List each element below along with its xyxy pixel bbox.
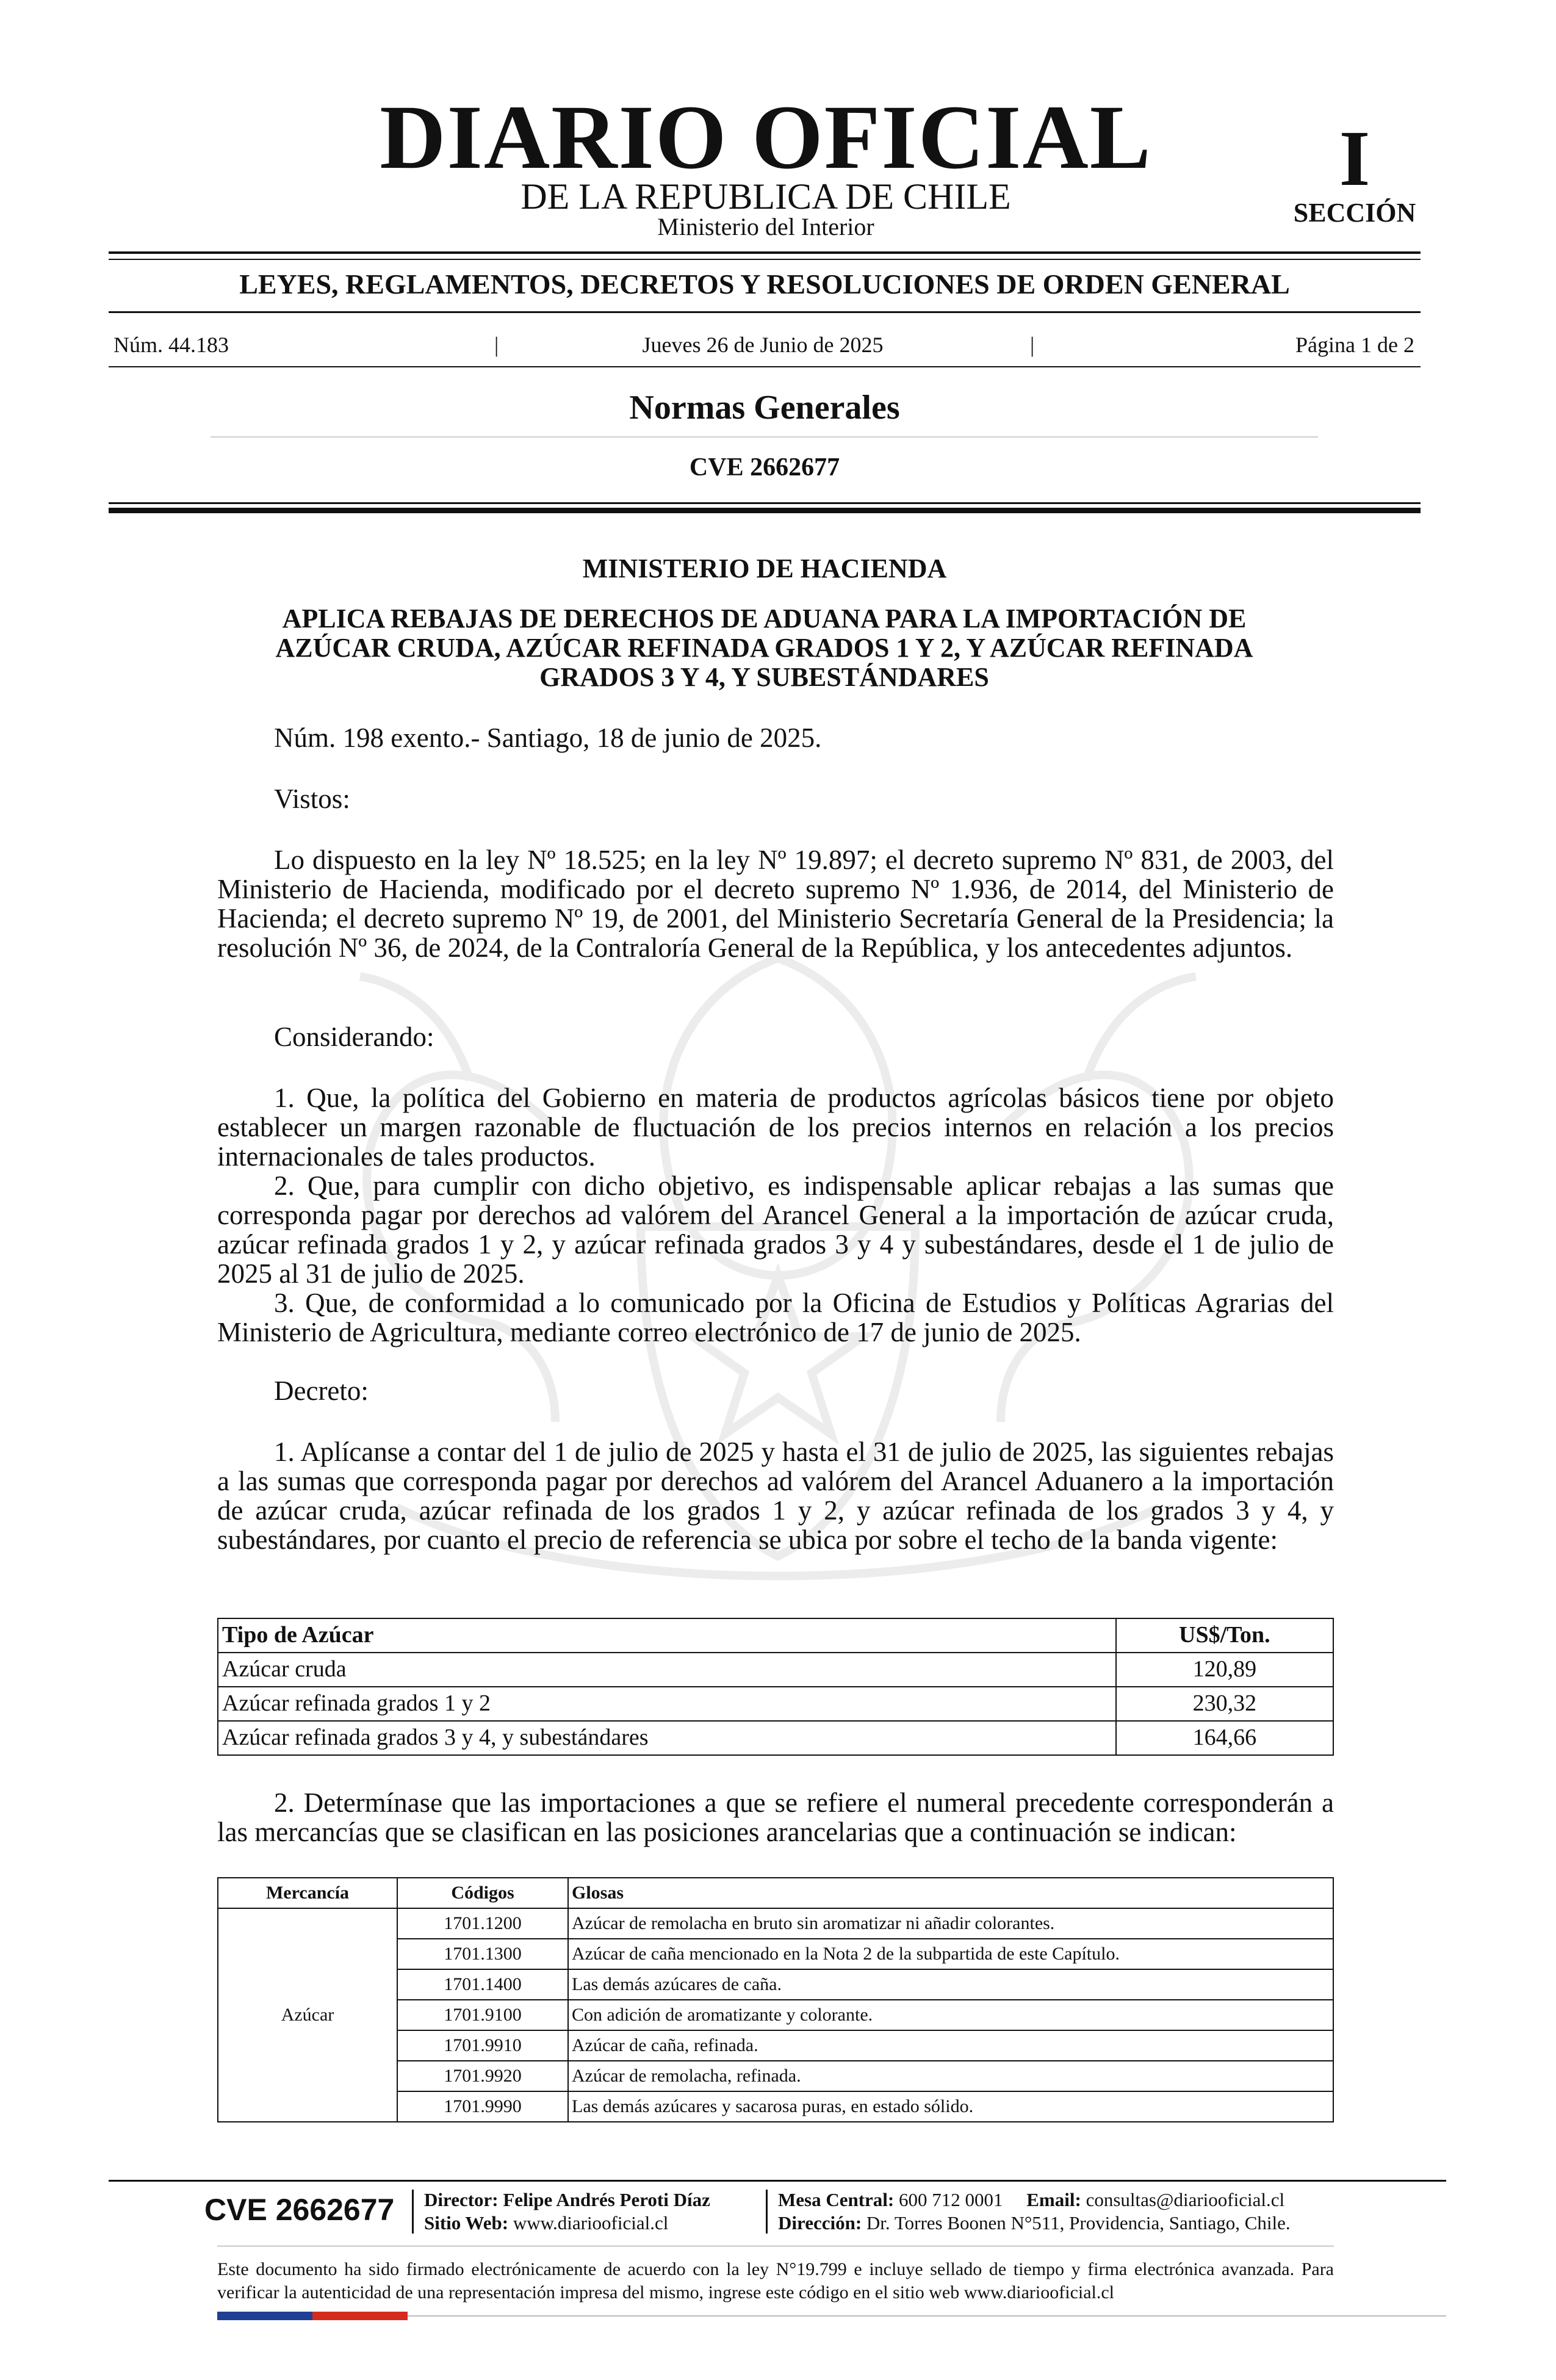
decreto-item-1: 1. Aplícanse a contar del 1 de julio de 2025 y hasta el 31 de julio de 2025, las siguientes rebajas a las sumas que corresponda pagar por derechos ad valórem del Arancel Aduanero a la importación de azúcar cruda, azúcar refinada de los grados 1 y 2, y azúcar refinada de los grados 3 y 4, y subestándares, por cuanto el precio de referencia se ubica por sobre el techo de la banda vigente: (217, 1437, 1334, 1555)
masthead-subtitle: DE LA REPUBLICA DE CHILE (520, 176, 1011, 217)
website-label: Sitio Web: (424, 2212, 509, 2234)
rebate-table (217, 1618, 1334, 1756)
table-row (218, 1687, 1333, 1721)
rebate-value-cell: 164,66 (1116, 1721, 1333, 1755)
issuer-ministry: MINISTERIO DE HACIENDA (582, 554, 947, 583)
decreto-item-2: 2. Determínase que las importaciones a que se refiere el numeral precedente corresponderán a las mercancías que se clasifican en las posiciones arancelarias que a continuación se indican: (217, 1787, 1334, 1847)
gloss-cell: Azúcar de remolacha, refinada. (568, 2061, 1333, 2091)
issue-separator-2: | (1030, 333, 1035, 357)
footer-bottom-rule (408, 2315, 1446, 2317)
tariff-code-cell: 1701.1200 (397, 1908, 568, 1939)
flag-stripe-blue (217, 2312, 312, 2320)
considerando-item-1: 1. Que, la política del Gobierno en materia de productos agrícolas básicos tiene por objeto establecer un margen razonable de fluctuación de los precios internos en relación a los precios internacionales de tales productos. (217, 1083, 1334, 1172)
gloss-cell: Azúcar de caña, refinada. (568, 2030, 1333, 2061)
masthead-ministry: Ministerio del Interior (657, 213, 874, 240)
email-link[interactable]: consultas@diariooficial.cl (1086, 2189, 1285, 2210)
decree-title-line: APLICA REBAJAS DE DERECHOS DE ADUANA PARA LA IMPORTACIÓN DE (282, 604, 1247, 633)
footer-disclaimer: Este documento ha sido firmado electrónicamente de acuerdo con la ley N°19.799 e incluye sellado de tiempo y firma electrónica avanzada. Para verificar la autenticidad de una representación impresa del mismo, ingrese este código en el sitio web www.diariooficial.cl (217, 2259, 1334, 2302)
rebate-value-cell: 120,89 (1116, 1653, 1333, 1687)
column-header: US$/Ton. (1116, 1618, 1333, 1653)
flag-stripe-red (312, 2312, 408, 2320)
section-title: Normas Generales (629, 389, 900, 427)
considerando-item-2: 2. Que, para cumplir con dicho objetivo, es indispensable aplicar rebajas a las sumas que corresponda pagar por derechos ad valórem del Arancel General a la importación de azúcar cruda, azúcar refinada grados 1 y 2, y azúcar refinada grados 3 y 4 y subestándares, desde el 1 de julio de 2025 al 31 de julio de 2025. (217, 1170, 1334, 1289)
footer-website (424, 2212, 668, 2235)
table-header-row (218, 1878, 1333, 1908)
address-label: Dirección: (778, 2212, 862, 2234)
section-label: SECCIÓN (1293, 198, 1416, 228)
banner-rule (109, 311, 1421, 313)
gloss-cell: Las demás azúcares de caña. (568, 1969, 1333, 2000)
tariff-table (217, 1877, 1334, 2122)
section-numeral: I (1339, 115, 1371, 203)
website-link[interactable]: www.diariooficial.cl (513, 2212, 669, 2234)
decree-title-line: GRADOS 3 Y 4, Y SUBESTÁNDARES (539, 662, 989, 692)
tariff-code-cell: 1701.9910 (397, 2030, 568, 2061)
info-rule (109, 366, 1421, 367)
sugar-type-cell: Azúcar refinada grados 3 y 4, y subestándares (218, 1721, 1116, 1755)
tariff-code-cell: 1701.9990 (397, 2091, 568, 2122)
phone-label: Mesa Central: (778, 2189, 895, 2210)
column-header: Códigos (397, 1878, 568, 1908)
page-indicator: Página 1 de 2 (1295, 333, 1414, 357)
address-text: Dr. Torres Boonen N°511, Providencia, Santiago, Chile. (866, 2212, 1291, 2234)
header-rule-thin (109, 259, 1421, 260)
tariff-code-cell: 1701.9100 (397, 2000, 568, 2030)
header-rule-top (109, 251, 1421, 254)
gloss-cell: Azúcar de remolacha en bruto sin aromatizar ni añadir colorantes. (568, 1908, 1333, 1939)
footer-address (778, 2212, 1291, 2235)
vistos-label: Vistos: (274, 784, 350, 814)
section-title-underline (211, 436, 1318, 438)
gloss-cell: Azúcar de caña mencionado en la Nota 2 de la subpartida de este Capítulo. (568, 1939, 1333, 1969)
rebate-value-cell: 230,32 (1116, 1687, 1333, 1721)
decreto-label: Decreto: (274, 1376, 369, 1406)
tariff-code-cell: 1701.9920 (397, 2061, 568, 2091)
table-header-row (218, 1618, 1333, 1653)
issue-number: Núm. 44.183 (113, 333, 229, 357)
footer-cve-code: CVE 2662677 (204, 2193, 395, 2227)
issue-date: Jueves 26 de Junio de 2025 (642, 333, 884, 357)
footer-contact (778, 2188, 1284, 2212)
sugar-type-cell: Azúcar cruda (218, 1653, 1116, 1687)
footer-divider (766, 2190, 768, 2234)
phone-number: 600 712 0001 (899, 2189, 1003, 2210)
email-label: Email: (1026, 2189, 1081, 2210)
category-banner: LEYES, REGLAMENTOS, DECRETOS Y RESOLUCIONES DE ORDEN GENERAL (239, 269, 1290, 300)
issue-separator: | (494, 333, 499, 357)
footer-director (424, 2188, 710, 2212)
masthead-title: DIARIO OFICIAL (380, 87, 1152, 188)
director-name: Felipe Andrés Peroti Díaz (503, 2189, 710, 2210)
considerando-label: Considerando: (274, 1022, 434, 1052)
director-label: Director: (424, 2189, 499, 2210)
considerando-item-3: 3. Que, de conformidad a lo comunicado por la Oficina de Estudios y Políticas Agrarias del Ministerio de Agricultura, mediante correo electrónico de 17 de junio de 2025. (217, 1288, 1334, 1347)
footer-divider (412, 2190, 414, 2234)
doc-rule-2 (109, 508, 1421, 513)
doc-rule-1 (109, 502, 1421, 504)
sugar-type-cell: Azúcar refinada grados 1 y 2 (218, 1687, 1116, 1721)
footer-rule (109, 2180, 1446, 2182)
vistos-paragraph: Lo dispuesto en la ley Nº 18.525; en la ley Nº 19.897; el decreto supremo Nº 831, de 2003, del Ministerio de Hacienda, modificado por el decreto supremo Nº 1.936, de 2014, del Ministerio de Hacienda; el decreto supremo Nº 19, de 2001, del Ministerio Secretaría General de la Presidencia; la resolución Nº 36, de 2024, de la Contraloría General de la República, y los antecedentes adjuntos. (217, 845, 1334, 963)
table-row (218, 1721, 1333, 1755)
decree-title-line: AZÚCAR CRUDA, AZÚCAR REFINADA GRADOS 1 Y 2, Y AZÚCAR REFINADA (275, 633, 1253, 663)
cve-code: CVE 2662677 (689, 453, 840, 481)
gloss-cell: Con adición de aromatizante y colorante. (568, 2000, 1333, 2030)
tariff-code-cell: 1701.1300 (397, 1939, 568, 1969)
table-row (218, 1908, 1333, 1939)
decree-number: Núm. 198 exento.- Santiago, 18 de junio de 2025. (274, 723, 822, 753)
column-header: Tipo de Azúcar (218, 1618, 1116, 1653)
merchandise-cell: Azúcar (218, 1908, 397, 2122)
tariff-code-cell: 1701.1400 (397, 1969, 568, 2000)
decree-title (183, 604, 1345, 692)
column-header: Mercancía (218, 1878, 397, 1908)
column-header: Glosas (568, 1878, 1333, 1908)
gloss-cell: Las demás azúcares y sacarosa puras, en estado sólido. (568, 2091, 1333, 2122)
table-row (218, 1653, 1333, 1687)
